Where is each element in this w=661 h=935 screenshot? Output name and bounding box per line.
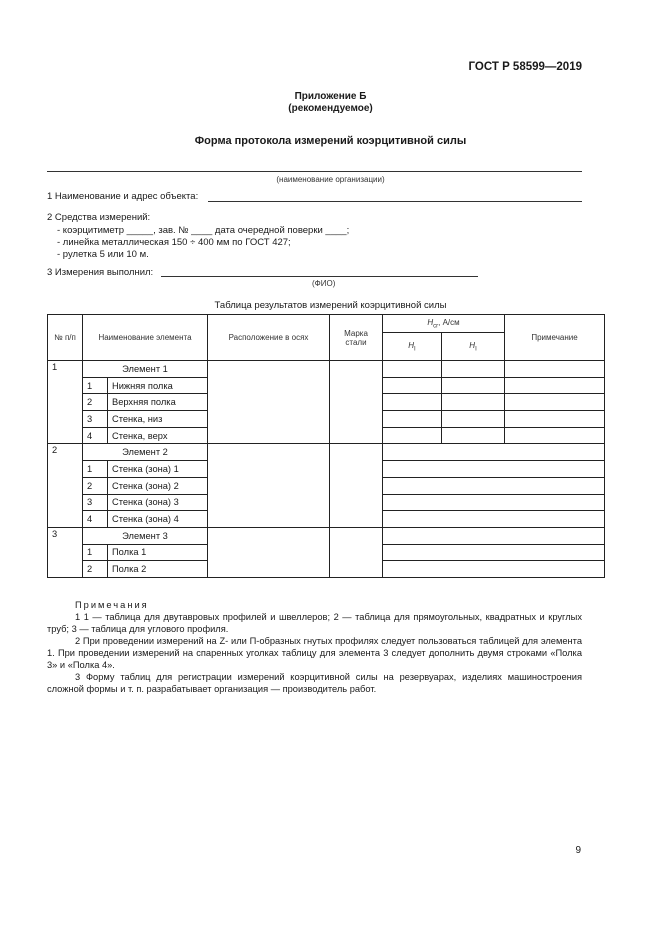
header-steel-grade: Марка стали (330, 315, 383, 361)
location-cell (208, 361, 330, 444)
performer-label: 3 Измерения выполнил: (47, 267, 154, 278)
instrument-line-2: - линейка металлическая 150 ÷ 400 мм по ГОСТ 427; (57, 237, 291, 248)
header-h1: $H_I$ (383, 333, 442, 361)
note-3: 3 Форму таблиц для регистрации измерений коэрцитивной силы на резервуарах, изделиях машиностроения сложной формы и т. п. разрабатывает организация — производитель работ. (47, 672, 582, 694)
row-name: Стенка, верх (108, 427, 208, 444)
results-table (47, 314, 605, 578)
organization-caption: (наименование организации) (276, 175, 385, 184)
row-number: 4 (83, 511, 108, 528)
form-title: Форма протокола измерений коэрцитивной силы (194, 135, 467, 147)
row-name: Стенка (зона) 2 (108, 477, 208, 494)
row-name: Стенка, низ (108, 411, 208, 428)
row-name: Стенка (зона) 4 (108, 511, 208, 528)
row-name: Полка 2 (108, 561, 208, 578)
table-caption: Таблица результатов измерений коэрцитивной силы (214, 300, 447, 311)
row-number: 3 (83, 411, 108, 428)
group-number: 3 (48, 527, 83, 577)
instruments-title: 2 Средства измерений: (47, 212, 151, 223)
row-name: Нижняя полка (108, 377, 208, 394)
row-number: 1 (83, 377, 108, 394)
row-number: 3 (83, 494, 108, 511)
header-number: № п/п (48, 315, 83, 361)
row-number: 1 (83, 461, 108, 478)
object-label: 1 Наименование и адрес объекта: (47, 191, 199, 202)
note-1: 1 1 — таблица для двутавровых профилей и швеллеров; 2 — таблица для прямоугольных, квадратных и круглых труб; 3 — таблица для углового профиля. (47, 612, 582, 634)
note-2: 2 При проведении измерений на Z- или П-образных гнутых профилях следует пользоваться таблицей для элемента 1. При проведении измерений на спаренных уголках таблицу для элемента 3 следует дополнить двумя строками «Полка 3» и «Полка 4». (47, 636, 582, 670)
notes-title: Примечания (75, 600, 149, 610)
grade-cell (330, 444, 383, 527)
row-number: 2 (83, 394, 108, 411)
header-location: Расположение в осях (208, 315, 330, 361)
instrument-line-1: - коэрцитиметр _____, зав. № ____ дата очередной поверки ____; (57, 225, 350, 236)
row-name: Стенка (зона) 3 (108, 494, 208, 511)
group-number: 1 (48, 361, 83, 444)
row-name: Стенка (зона) 1 (108, 461, 208, 478)
organization-line (47, 171, 582, 172)
header-coercive-force: $H_{cr}$, А/см (383, 315, 505, 333)
location-cell (208, 527, 330, 577)
standard-number: ГОСТ Р 58599—2019 (468, 61, 582, 73)
performer-line (161, 276, 478, 277)
page-number: 9 (575, 845, 581, 856)
grade-cell (330, 527, 383, 577)
group-element: Элемент 3 (83, 527, 208, 544)
header-h2: $H_I$ (442, 333, 505, 361)
location-cell (208, 444, 330, 527)
group-element: Элемент 1 (83, 361, 208, 378)
grade-cell (330, 361, 383, 444)
group-number: 2 (48, 444, 83, 527)
row-number: 1 (83, 544, 108, 561)
header-element-name: Наименование элемента (83, 315, 208, 361)
row-name: Верхняя полка (108, 394, 208, 411)
row-number: 2 (83, 477, 108, 494)
header-note: Примечание (505, 315, 605, 361)
row-number: 2 (83, 561, 108, 578)
row-name: Полка 1 (108, 544, 208, 561)
fio-caption: (ФИО) (312, 279, 336, 288)
appendix-status: (рекомендуемое) (288, 103, 373, 114)
appendix-title: Приложение Б (294, 91, 367, 102)
row-number: 4 (83, 427, 108, 444)
group-element: Элемент 2 (83, 444, 208, 461)
notes-section (47, 599, 582, 695)
object-line (208, 201, 582, 202)
instrument-line-3: - рулетка 5 или 10 м. (57, 249, 149, 260)
